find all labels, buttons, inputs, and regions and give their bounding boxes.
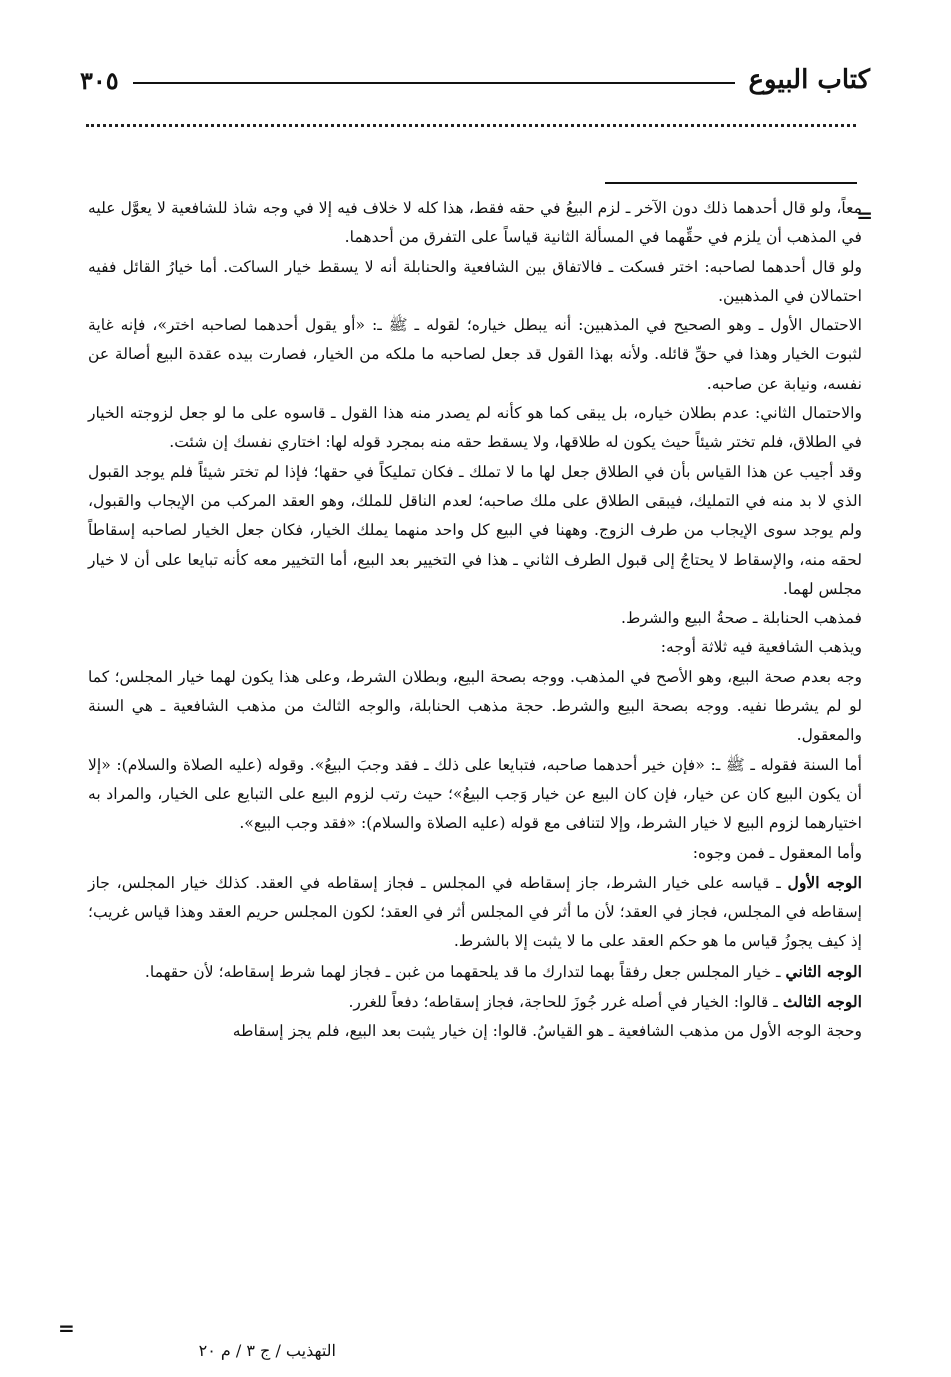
section-heading: الوجه الثاني: [785, 961, 862, 981]
page-number: ٣٠٥: [80, 65, 119, 95]
section-heading: الوجه الأول: [787, 872, 862, 892]
paragraph: الوجه الثاني ـ خيار المجلس جعل رفقاً بهما لتدارك ما قد يلحقهما من غبن ـ فجاز لهما شرط إسقاطه؛ لأن حقهما.: [144, 961, 862, 981]
paragraph: والاحتمال الثاني: عدم بطلان خياره، بل يبقى كما هو كأنه لم يصدر منه هذا القول ـ قاسوه على ما لو جعل لزوجته الخيار في الطلاق، فلم تختر شيئاً حيث يكون له طلاقها، ولا يسقط حقه منه بمجرد قوله لها: اختاري نفسك إن شئت.: [88, 404, 862, 452]
paragraph: الوجه الثالث ـ قالوا: الخيار في أصله غرر جُوزَ للحاجة، فجاز إسقاطه؛ دفعاً للغرر.: [348, 992, 862, 1012]
dotted-separator: [86, 124, 856, 139]
paragraph: أما السنة فقوله ـ ﷺ ـ: «فإن خير أحدهما صاحبه، فتبايعا على ذلك ـ فقد وجبَ البيعُ». وقوله (عليه الصلاة والسلام): «إلا أن يكون البيع كان عن خيار، فإن كان البيع عن خيار وَجب البيعُ»؛ حيث رتب لزوم البيع على التبايع على الخيار، والمراد به اختيارهما لزوم البيع لا خيار الشرط، وإلا لتنافى مع قوله (عليه الصلاة والسلام): «فقد وجب البيع».: [88, 755, 862, 833]
paragraph: وحجة الوجه الأول من مذهب الشافعية ـ هو القياسُ. قالوا: إن خيار يثبت بعد البيع، فلم يجز إسقاطه: [232, 1022, 862, 1041]
paragraph: الوجه الأول ـ قياسه على خيار الشرط، جاز إسقاطه في المجلس ـ فجاز إسقاطه في العقد. كذلك خيار المجلس، جاز إسقاطه في المجلس، فجاز في العقد؛ لأن ما أثر في المجلس أثر في العقد؛ لكون المجلس حريم العقد وهذا قياس غريب؛ إذ كيف يجوزُ قياس ما هو حكم العقد على ما لا يثبت إلا بالشرط.: [88, 872, 862, 951]
paragraph: الاحتمال الأول ـ وهو الصحيح في المذهبين: أنه يبطل خياره؛ لقوله ـ ﷺ ـ: «أو يقول أحدهما لصاحبه اختر»، فإنه غاية لثبوت الخيار وهذا في حقِّ قائله. ولأنه بهذا القول قد جعل لصاحبه ما ملكه من الخيار، فصارت بيده عقدة البيع أصالة عن نفسه، ونيابة عن صاحبه.: [88, 316, 862, 393]
signature-line: التهذيب / ج ٣ / م ٢٠: [198, 1341, 336, 1360]
section-heading: الوجه الثالث: [782, 992, 862, 1012]
paragraph: ويذهب الشافعية فيه ثلاثة أوجه:: [660, 638, 862, 657]
footnote-rule: [605, 182, 857, 184]
paragraph: معاً، ولو قال أحدهما ذلك دون الآخر ـ لزم البيعُ في حقه فقط، هذا كله لا خلاف فيه إلا في وجه شاذ للشافعية لا يعوَّل عليه في المذهب أن يلزم في حقِّهما في المسألة الثانية قياساً على التفرق من أحدهما.: [88, 199, 862, 247]
book-title: كتاب البيوع: [748, 65, 870, 95]
header-rule: [133, 82, 735, 84]
paragraph: وقد أجيب عن هذا القياس بأن في الطلاق جعل لها ما لا تملك ـ فكان تمليكاً في حقها؛ فإذا لم تختر شيئاً فلم يوجد القبول الذي لا بد منه في التمليك، فيبقى الطلاق على ملك صاحبه؛ لعدم الناقل للملك، وهو العقد المركب من الإيجاب والقبول، ولم يوجد سوى الإيجاب من طرف الزوج. وههنا في البيع كل واحد منهما يملك الخيار، فكان جعل الخيار لصاحبه إسقاطاً لحقه منه، والإسقاط لا يحتاجُ إلى قبول الطرف الثاني ـ هذا في التخيير بعد البيع، أما التخيير معه كأنه تبايعا على أن لا خيار مجلس لهما.: [88, 462, 862, 598]
paragraph: ولو قال أحدهما لصاحبه: اختر فسكت ـ فالاتفاق بين الشافعية والحنابلة أنه لا يسقط خيار الساكت. أما خيارُ القائل ففيه احتمالان في المذهبين.: [88, 257, 862, 305]
paragraph: وجه بعدم صحة البيع، وهو الأصح في المذهب. ووجه بصحة البيع، وبطلان الشرط، وعلى هذا يكون لهما خيار المجلس؛ كما لو لم يشرطا نفيه. ووجه بصحة البيع والشرط. حجة مذهب الحنابلة، والوجه الثالث من مذهب الشافعية ـ هي السنة والمعقول.: [88, 667, 862, 745]
paragraph: فمذهب الحنابلة ـ صحةُ البيع والشرط.: [621, 609, 862, 628]
paragraph: وأما المعقول ـ فمن وجوه:: [692, 843, 862, 862]
page-header: [80, 58, 870, 102]
footnote-body: [88, 194, 862, 1047]
continuation-mark-bottom: =: [58, 1316, 75, 1340]
continuation-mark-top: =: [856, 203, 873, 227]
